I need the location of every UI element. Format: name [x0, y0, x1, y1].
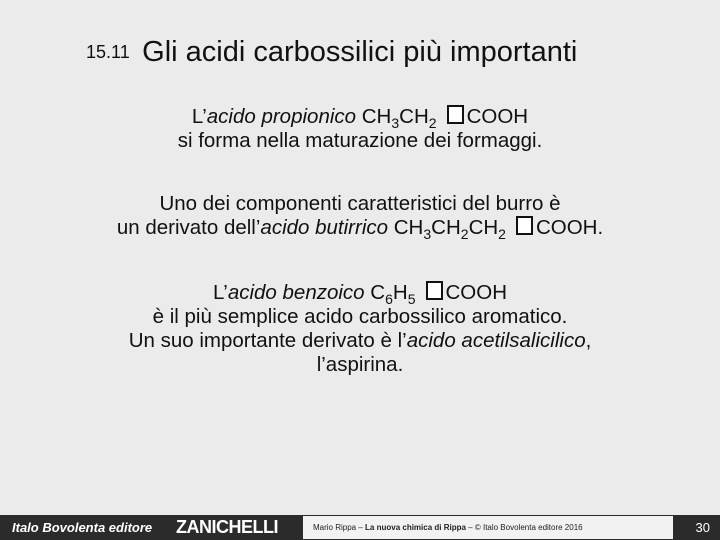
formula-part: C — [370, 281, 386, 304]
acid-name: acido acetilsalicilico — [406, 329, 586, 352]
footer-bar — [0, 515, 720, 540]
paragraph-line — [0, 216, 720, 240]
paragraph-line — [0, 329, 720, 353]
paragraph-butyric — [0, 192, 720, 240]
publisher-logo: Italo Bovolenta editore — [12, 520, 153, 535]
acid-name: acido butirrico — [260, 216, 389, 239]
page-number: 30 — [695, 520, 710, 535]
paragraph-line: Uno dei componenti caratteristici del burro è — [159, 192, 561, 215]
credit-author: Mario Rippa – — [313, 523, 366, 532]
credit-line — [303, 516, 673, 539]
subscript: 2 — [460, 226, 469, 242]
text: un derivato dell’ — [116, 216, 261, 239]
paragraph-line — [0, 105, 720, 129]
formula-part: CH — [468, 216, 499, 239]
formula-part: CH — [361, 105, 392, 128]
text: L’ — [212, 281, 228, 304]
formula-part: COOH — [445, 281, 507, 304]
subscript: 2 — [498, 226, 506, 242]
subscript: 2 — [428, 115, 437, 131]
subscript: 3 — [423, 226, 432, 242]
formula-part: COOH. — [535, 216, 604, 239]
formula-part: H — [392, 281, 408, 304]
acid-name: acido propionico — [206, 105, 357, 128]
acid-name: acido benzoico — [227, 281, 365, 304]
formula-part: CH — [393, 216, 424, 239]
subscript: 3 — [391, 115, 400, 131]
paragraph-line: l’aspirina. — [316, 353, 404, 376]
paragraph-propionic — [0, 105, 720, 153]
text: L’ — [191, 105, 207, 128]
credit-copyright: – © Italo Bovolenta editore 2016 — [465, 523, 583, 532]
slide-header — [86, 36, 577, 69]
missing-glyph-icon — [516, 216, 533, 235]
paragraph-line — [0, 281, 720, 305]
formula-part: CH — [399, 105, 429, 128]
paragraph-line: si forma nella maturazione dei formaggi. — [177, 129, 543, 152]
formula-part: CH — [431, 216, 461, 239]
book-title: La nuova chimica di Rippa — [365, 523, 466, 532]
missing-glyph-icon — [447, 105, 464, 124]
paragraph-line: è il più semplice acido carbossilico aromatico. — [152, 305, 568, 328]
subscript: 6 — [385, 291, 393, 307]
missing-glyph-icon — [426, 281, 443, 300]
subscript: 5 — [407, 291, 416, 307]
text: Un suo importante derivato è l’ — [128, 329, 407, 352]
section-number: 15.11 — [86, 42, 130, 62]
text: , — [585, 329, 592, 352]
paragraph-benzoic — [0, 281, 720, 377]
slide-title: Gli acidi carbossilici più importanti — [142, 36, 578, 68]
zanichelli-logo: ZANICHELLI — [176, 517, 278, 537]
formula-part: COOH — [466, 105, 529, 128]
